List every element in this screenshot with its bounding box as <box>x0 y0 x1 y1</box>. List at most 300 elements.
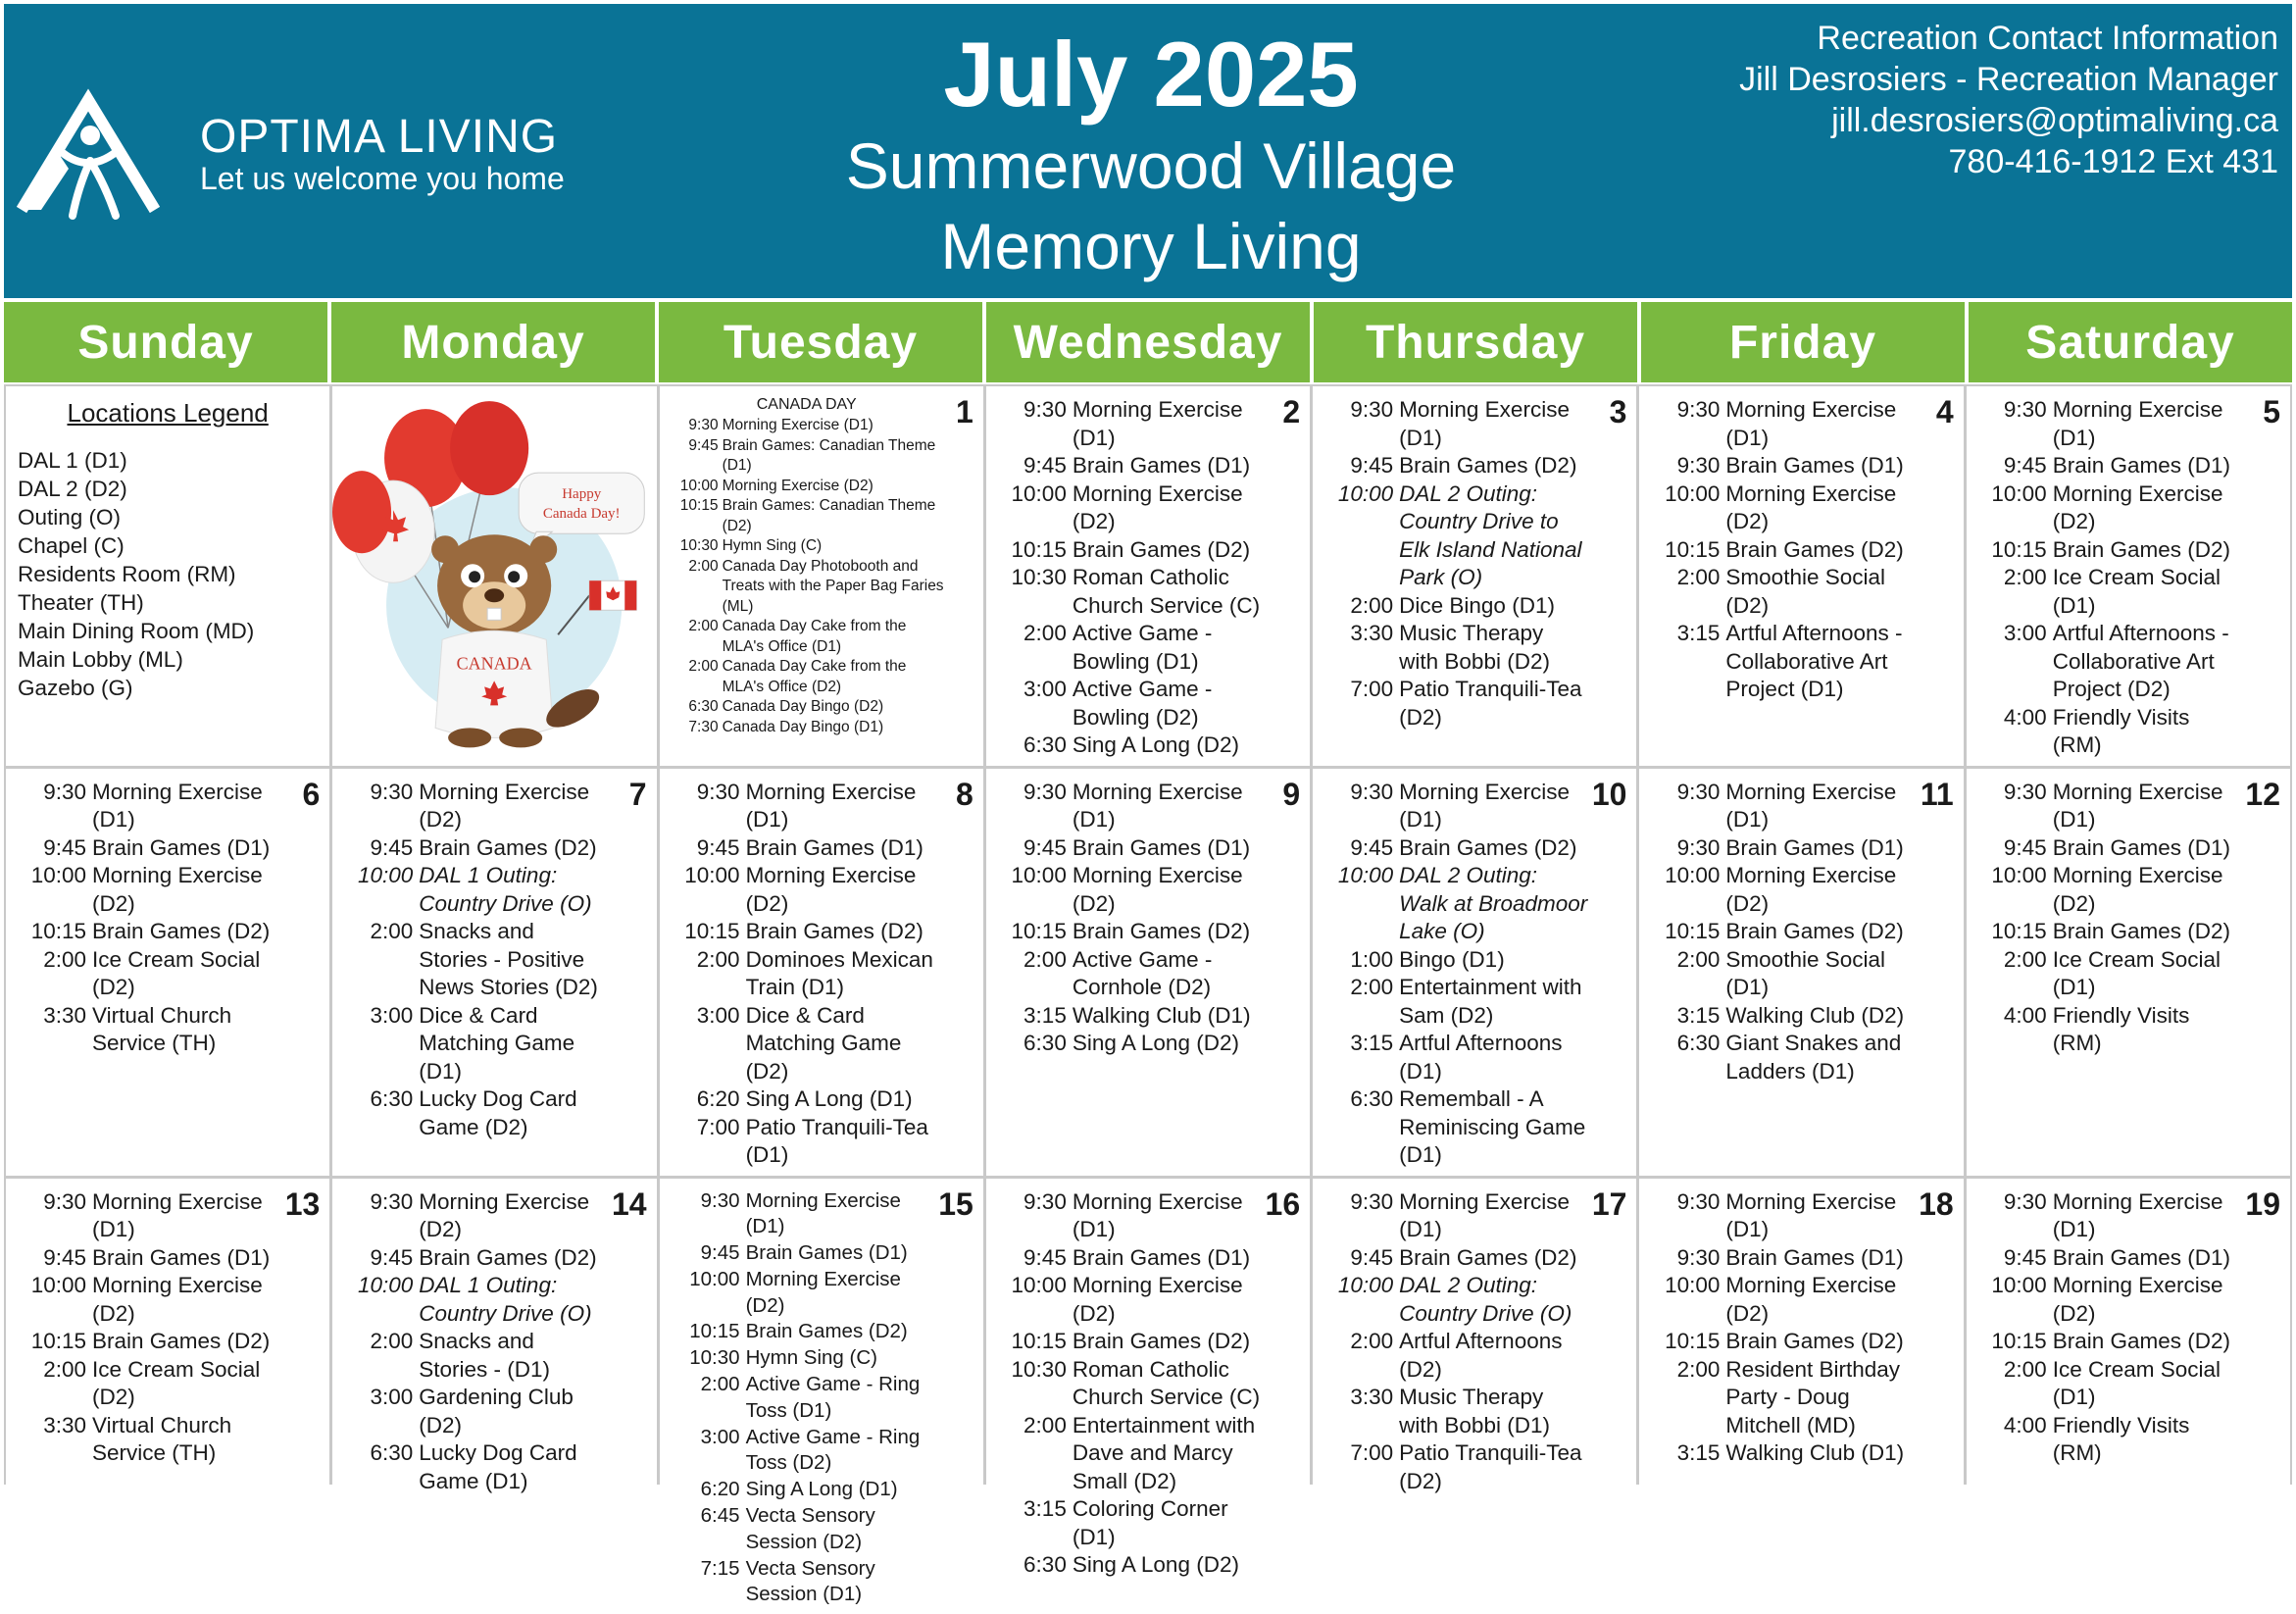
event-time: 2:00 <box>1651 1356 1720 1440</box>
event-item <box>344 779 644 834</box>
event-time: 9:30 <box>998 396 1067 452</box>
event-time: 9:30 <box>18 779 86 834</box>
event-item <box>672 1240 972 1267</box>
day-cell-3 <box>1313 386 1636 766</box>
event-list <box>344 1188 644 1496</box>
event-description: Snacks and Stories - Positive News Stories (D2) <box>419 918 607 1002</box>
event-item <box>672 436 972 477</box>
event-item <box>672 1503 972 1556</box>
event-description: Coloring Corner (D1) <box>1073 1495 1261 1551</box>
event-description: Vecta Sensory Session (D1) <box>746 1556 934 1609</box>
event-time: 9:30 <box>1978 396 2047 452</box>
weekday-header-row <box>4 302 2292 382</box>
event-description: Canada Day Bingo (D2) <box>723 697 952 718</box>
speech-line-1: Happy <box>562 486 601 502</box>
weekday-wednesday: Wednesday <box>986 302 1310 382</box>
event-item <box>998 1356 1298 1412</box>
event-item <box>1978 704 2278 760</box>
day-cell-12 <box>1967 769 2290 1176</box>
event-item <box>18 1412 318 1468</box>
calendar-header <box>4 4 2292 298</box>
event-time: 10:30 <box>998 564 1067 620</box>
day-number: 2 <box>1282 394 1300 430</box>
event-description: Brain Games (D1) <box>1073 1244 1261 1273</box>
event-item <box>1978 779 2278 834</box>
event-description: Morning Exercise (D1) <box>1399 396 1587 452</box>
event-list <box>1651 396 1951 704</box>
event-description: Brain Games (D1) <box>2053 834 2241 863</box>
day-cell-8 <box>660 769 983 1176</box>
event-item <box>672 1477 972 1503</box>
event-description: Patio Tranquili-Tea (D2) <box>1399 676 1587 731</box>
event-time: 9:45 <box>344 1244 413 1273</box>
event-list <box>672 779 972 1170</box>
event-description: Brain Games (D2) <box>2053 1328 2241 1356</box>
event-description: Artful Afternoons - Collaborative Art Project (D2) <box>2053 620 2241 704</box>
event-item <box>1324 620 1624 676</box>
event-description: Morning Exercise (D2) <box>1725 1272 1914 1328</box>
event-description: Artful Afternoons - Collaborative Art Project (D1) <box>1725 620 1914 704</box>
event-description: Morning Exercise (D1) <box>92 779 280 834</box>
event-item <box>18 918 318 946</box>
event-list <box>18 1188 318 1468</box>
event-time: 9:30 <box>672 1188 740 1241</box>
event-time: 6:20 <box>672 1085 740 1114</box>
event-description: Brain Games (D1) <box>92 1244 280 1273</box>
event-item <box>672 496 972 536</box>
event-item <box>1651 536 1951 565</box>
event-description: Patio Tranquili-Tea (D2) <box>1399 1439 1587 1495</box>
event-description: Entertainment with Dave and Marcy Small (D2) <box>1073 1412 1261 1496</box>
event-time: 9:45 <box>1978 452 2047 480</box>
event-item <box>1324 1439 1624 1495</box>
event-description: Rememball - A Reminiscing Game (D1) <box>1399 1085 1587 1170</box>
event-item <box>1978 452 2278 480</box>
event-item <box>1978 1188 2278 1244</box>
event-time: 2:00 <box>998 620 1067 676</box>
event-item <box>344 1002 644 1086</box>
event-item <box>1324 592 1624 621</box>
day-cell-18 <box>1639 1179 1963 1614</box>
event-description: Walking Club (D1) <box>1073 1002 1261 1031</box>
day-number: 1 <box>956 394 973 430</box>
event-description: Morning Exercise (D1) <box>1073 1188 1261 1244</box>
event-description: Morning Exercise (D2) <box>1073 480 1261 536</box>
event-list <box>344 779 644 1142</box>
event-item <box>998 946 1298 1002</box>
contact-email[interactable]: jill.desrosiers@optimaliving.ca <box>1739 100 2278 141</box>
event-description: Morning Exercise (D1) <box>1725 779 1914 834</box>
logo-tagline: Let us welcome you home <box>200 161 565 197</box>
event-description: Morning Exercise (D2) <box>92 862 280 918</box>
event-description: Roman Catholic Church Service (C) <box>1073 1356 1261 1412</box>
event-time: 10:15 <box>1651 536 1720 565</box>
event-description: Ice Cream Social (D1) <box>2053 564 2241 620</box>
weekday-sunday: Sunday <box>4 302 327 382</box>
event-time: 9:45 <box>1978 834 2047 863</box>
event-item <box>1978 1412 2278 1468</box>
day-number: 15 <box>938 1186 973 1223</box>
event-description: Brain Games: Canadian Theme (D2) <box>723 496 952 536</box>
event-time: 3:15 <box>1651 1439 1720 1468</box>
outing-event <box>1324 1272 1624 1328</box>
event-description: Brain Games (D1) <box>1725 834 1914 863</box>
event-item <box>672 1372 972 1425</box>
event-item <box>1324 452 1624 480</box>
event-item <box>998 779 1298 834</box>
event-description: Dominoes Mexican Train (D1) <box>746 946 934 1002</box>
event-description: Brain Games (D2) <box>1073 1328 1261 1356</box>
day-number: 10 <box>1592 777 1627 813</box>
event-time: 3:30 <box>18 1002 86 1058</box>
event-time: 6:45 <box>672 1503 740 1556</box>
event-time: 10:15 <box>1651 1328 1720 1356</box>
event-description: Morning Exercise (D2) <box>1073 862 1261 918</box>
event-description: Morning Exercise (D1) <box>1399 779 1587 834</box>
event-description: Ice Cream Social (D1) <box>2053 946 2241 1002</box>
event-time: 9:30 <box>1651 1244 1720 1273</box>
event-time: 9:45 <box>18 834 86 863</box>
event-item <box>672 1319 972 1345</box>
event-description: Ice Cream Social (D2) <box>92 946 280 1002</box>
event-item <box>1324 396 1624 452</box>
event-time: 10:00 <box>1651 480 1720 536</box>
event-time: 10:15 <box>1978 536 2047 565</box>
event-item <box>998 564 1298 620</box>
event-description: Morning Exercise (D2) <box>2053 1272 2241 1328</box>
event-time: 2:00 <box>672 657 719 697</box>
event-time: 9:30 <box>998 779 1067 834</box>
event-description: Patio Tranquili-Tea (D1) <box>746 1114 934 1170</box>
event-time: 2:00 <box>998 946 1067 1002</box>
event-time: 9:45 <box>672 834 740 863</box>
event-item <box>998 918 1298 946</box>
event-time: 2:00 <box>18 1356 86 1412</box>
event-item <box>18 779 318 834</box>
event-description: Brain Games (D2) <box>419 834 607 863</box>
event-time: 2:00 <box>672 1372 740 1425</box>
event-description: Morning Exercise (D2) <box>1073 1272 1261 1328</box>
event-item <box>344 1439 644 1495</box>
contact-phone: 780-416-1912 Ext 431 <box>1739 141 2278 182</box>
event-time: 9:30 <box>1651 396 1720 452</box>
event-time: 10:00 <box>344 1272 413 1328</box>
event-description: Dice Bingo (D1) <box>1399 592 1587 621</box>
event-description: Active Game - Ring Toss (D2) <box>746 1425 934 1478</box>
event-time: 9:30 <box>344 1188 413 1244</box>
event-time: 10:00 <box>672 1267 740 1320</box>
day-number: 17 <box>1592 1186 1627 1223</box>
event-item <box>998 620 1298 676</box>
legend-item: Theater (TH) <box>18 588 318 617</box>
event-time: 9:45 <box>1978 1244 2047 1273</box>
day-cell-16 <box>986 1179 1310 1614</box>
event-time: 10:15 <box>998 918 1067 946</box>
event-time: 9:45 <box>672 436 719 477</box>
weekday-tuesday: Tuesday <box>659 302 982 382</box>
event-time: 9:45 <box>672 1240 740 1267</box>
event-time: 3:30 <box>1324 1384 1393 1439</box>
event-description: Dice & Card Matching Game (D1) <box>419 1002 607 1086</box>
day-number: 3 <box>1610 394 1627 430</box>
event-description: DAL 2 Outing: Country Drive to Elk Island National Park (O) <box>1399 480 1587 592</box>
event-item <box>998 396 1298 452</box>
event-time: 6:30 <box>998 1030 1067 1058</box>
event-item <box>344 918 644 1002</box>
event-description: Artful Afternoons (D2) <box>1399 1328 1587 1384</box>
event-time: 7:00 <box>1324 1439 1393 1495</box>
event-item <box>18 834 318 863</box>
event-item <box>1651 1439 1951 1468</box>
event-time: 2:00 <box>1324 1328 1393 1384</box>
event-description: Morning Exercise (D2) <box>1725 480 1914 536</box>
event-time: 10:15 <box>1978 1328 2047 1356</box>
event-description: Virtual Church Service (TH) <box>92 1002 280 1058</box>
event-description: Canada Day Bingo (D1) <box>723 718 952 738</box>
event-item <box>998 1551 1298 1580</box>
event-item <box>1978 946 2278 1002</box>
event-list <box>1324 779 1624 1170</box>
event-description: Brain Games (D2) <box>1725 918 1914 946</box>
event-description: Brain Games (D2) <box>1725 1328 1914 1356</box>
event-item <box>1651 452 1951 480</box>
event-time: 2:00 <box>1978 946 2047 1002</box>
event-time: 2:00 <box>998 1412 1067 1496</box>
event-item <box>672 477 972 497</box>
event-item <box>998 676 1298 731</box>
event-item <box>1651 1002 1951 1031</box>
event-item <box>998 1412 1298 1496</box>
event-time: 3:00 <box>998 676 1067 731</box>
event-description: Brain Games (D1) <box>746 834 934 863</box>
event-description: DAL 1 Outing: Country Drive (O) <box>419 1272 607 1328</box>
event-description: Sing A Long (D2) <box>1073 1551 1261 1580</box>
event-item <box>344 834 644 863</box>
event-time: 3:00 <box>344 1002 413 1086</box>
event-description: Brain Games (D2) <box>92 1328 280 1356</box>
event-time: 2:00 <box>1324 592 1393 621</box>
event-time: 9:30 <box>1651 779 1720 834</box>
weekday-saturday: Saturday <box>1969 302 2292 382</box>
event-description: Morning Exercise (D2) <box>723 477 952 497</box>
day-number: 18 <box>1919 1186 1954 1223</box>
event-item <box>1651 1244 1951 1273</box>
event-list <box>998 779 1298 1058</box>
event-item <box>672 697 972 718</box>
event-time: 10:30 <box>672 1345 740 1372</box>
event-item <box>1978 1002 2278 1058</box>
event-item <box>344 1188 644 1244</box>
event-description: Walking Club (D2) <box>1725 1002 1914 1031</box>
day-number: 5 <box>2263 394 2280 430</box>
event-item <box>672 1002 972 1086</box>
event-time: 3:00 <box>1978 620 2047 704</box>
event-time: 9:30 <box>998 1188 1067 1244</box>
legend-item: Chapel (C) <box>18 531 318 560</box>
event-description: Brain Games (D2) <box>92 918 280 946</box>
day-number: 9 <box>1282 777 1300 813</box>
shirt-text: CANADA <box>457 653 532 673</box>
event-description: Brain Games (D2) <box>746 1319 934 1345</box>
event-time: 9:30 <box>1324 1188 1393 1244</box>
event-time: 3:15 <box>1651 1002 1720 1031</box>
event-description: Morning Exercise (D2) <box>746 862 934 918</box>
day-cell-10 <box>1313 769 1636 1176</box>
event-time: 10:00 <box>998 862 1067 918</box>
event-description: Brain Games (D2) <box>1073 918 1261 946</box>
event-time: 10:00 <box>1651 1272 1720 1328</box>
event-time: 7:30 <box>672 718 719 738</box>
event-description: Brain Games (D2) <box>419 1244 607 1273</box>
event-item <box>1978 1356 2278 1412</box>
event-item <box>672 657 972 697</box>
event-item <box>18 1244 318 1273</box>
event-description: Brain Games (D1) <box>2053 452 2241 480</box>
day-number: 16 <box>1266 1186 1301 1223</box>
event-item <box>1978 564 2278 620</box>
calendar-grid <box>4 384 2292 1485</box>
event-description: Morning Exercise (D2) <box>419 779 607 834</box>
event-description: Morning Exercise (D1) <box>2053 1188 2241 1244</box>
event-item <box>998 862 1298 918</box>
event-description: Canada Day Cake from the MLA's Office (D2) <box>723 657 952 697</box>
event-description: Brain Games (D2) <box>2053 536 2241 565</box>
event-description: Brain Games (D2) <box>1399 1244 1587 1273</box>
event-description: Morning Exercise (D2) <box>2053 862 2241 918</box>
event-item <box>1324 1085 1624 1170</box>
day-number: 14 <box>612 1186 647 1223</box>
event-time: 10:15 <box>672 496 719 536</box>
event-time: 3:00 <box>672 1425 740 1478</box>
event-time: 9:45 <box>998 452 1067 480</box>
event-time: 3:15 <box>1651 620 1720 704</box>
event-time: 6:30 <box>998 731 1067 760</box>
event-description: Friendly Visits (RM) <box>2053 1002 2241 1058</box>
outing-event <box>1324 862 1624 946</box>
event-description: Lucky Dog Card Game (D1) <box>419 1439 607 1495</box>
event-description: Morning Exercise (D1) <box>1725 396 1914 452</box>
event-item <box>1324 676 1624 731</box>
event-item <box>672 779 972 834</box>
event-item <box>1978 1272 2278 1328</box>
event-time: 9:45 <box>18 1244 86 1273</box>
event-item <box>1324 1328 1624 1384</box>
event-time: 10:00 <box>344 862 413 918</box>
event-item <box>1978 480 2278 536</box>
event-item <box>998 1272 1298 1328</box>
event-time: 6:30 <box>344 1085 413 1141</box>
outing-event <box>1324 480 1624 592</box>
event-item <box>18 1188 318 1244</box>
event-description: Brain Games: Canadian Theme (D1) <box>723 436 952 477</box>
event-time: 9:45 <box>1324 834 1393 863</box>
event-item <box>998 1188 1298 1244</box>
event-description: Morning Exercise (D2) <box>92 1272 280 1328</box>
event-time: 2:00 <box>1651 564 1720 620</box>
weekday-thursday: Thursday <box>1314 302 1637 382</box>
event-item <box>18 1356 318 1412</box>
event-list <box>18 779 318 1058</box>
event-time: 10:15 <box>672 1319 740 1345</box>
event-time: 6:20 <box>672 1477 740 1503</box>
event-item <box>672 946 972 1002</box>
event-time: 2:00 <box>1324 974 1393 1030</box>
event-item <box>672 536 972 557</box>
legend-item: DAL 2 (D2) <box>18 475 318 503</box>
event-description: Morning Exercise (D1) <box>723 416 952 436</box>
event-time: 2:00 <box>1651 946 1720 1002</box>
month-title: July 2025 <box>690 24 1612 126</box>
event-item <box>998 536 1298 565</box>
day-number: 8 <box>956 777 973 813</box>
event-description: Vecta Sensory Session (D2) <box>746 1503 934 1556</box>
optima-living-logo <box>18 92 567 220</box>
event-description: Brain Games (D1) <box>746 1240 934 1267</box>
event-description: Sing A Long (D1) <box>746 1085 934 1114</box>
event-list <box>672 1188 972 1609</box>
event-time: 3:15 <box>998 1002 1067 1031</box>
event-description: Brain Games (D1) <box>2053 1244 2241 1273</box>
day-cell-19 <box>1967 1179 2290 1614</box>
event-description: Brain Games (D1) <box>92 834 280 863</box>
event-item <box>1651 1030 1951 1085</box>
event-time: 2:00 <box>672 617 719 657</box>
day-number: 4 <box>1936 394 1954 430</box>
event-time: 6:30 <box>1324 1085 1393 1170</box>
event-time: 10:00 <box>1978 862 2047 918</box>
event-time: 2:00 <box>18 946 86 1002</box>
event-time: 10:15 <box>1651 918 1720 946</box>
event-description: Active Game - Bowling (D1) <box>1073 620 1261 676</box>
event-time: 10:00 <box>672 477 719 497</box>
event-time: 9:30 <box>1324 396 1393 452</box>
event-time: 2:00 <box>672 946 740 1002</box>
event-item <box>1651 396 1951 452</box>
event-item <box>344 1328 644 1384</box>
event-time: 10:00 <box>672 862 740 918</box>
speech-line-2: Canada Day! <box>543 506 621 522</box>
event-time: 3:00 <box>672 1002 740 1086</box>
day-cell-6 <box>6 769 329 1176</box>
event-list <box>998 1188 1298 1580</box>
event-item <box>672 1345 972 1372</box>
event-item <box>1978 1244 2278 1273</box>
event-item <box>998 452 1298 480</box>
event-time: 9:45 <box>1324 1244 1393 1273</box>
legend-item: DAL 1 (D1) <box>18 446 318 475</box>
event-time: 9:30 <box>1651 834 1720 863</box>
event-list <box>1324 396 1624 731</box>
event-description: Sing A Long (D1) <box>746 1477 934 1503</box>
event-item <box>672 617 972 657</box>
event-description: Roman Catholic Church Service (C) <box>1073 564 1261 620</box>
event-description: Brain Games (D1) <box>1073 452 1261 480</box>
event-description: Resident Birthday Party - Doug Mitchell (MD) <box>1725 1356 1914 1440</box>
event-list <box>1651 1188 1951 1468</box>
event-time: 2:00 <box>672 557 719 618</box>
event-item <box>1978 834 2278 863</box>
event-item <box>1324 1030 1624 1085</box>
event-item <box>1651 564 1951 620</box>
event-list <box>1978 779 2278 1058</box>
event-description: Friendly Visits (RM) <box>2053 1412 2241 1468</box>
event-description: Morning Exercise (D1) <box>746 1188 934 1241</box>
event-item <box>998 1244 1298 1273</box>
event-time: 9:30 <box>1324 779 1393 834</box>
day-cell-5 <box>1967 386 2290 766</box>
event-item <box>672 1267 972 1320</box>
event-item <box>998 1030 1298 1058</box>
